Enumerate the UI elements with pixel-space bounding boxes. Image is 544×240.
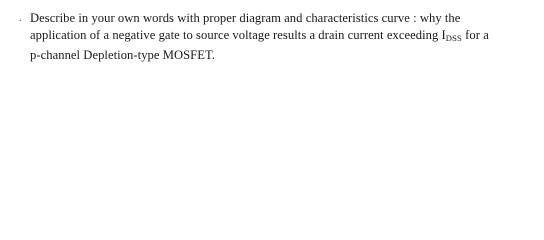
- question-line-3: p-channel Depletion-type MOSFET.: [30, 48, 215, 62]
- question-line-2: [30, 27, 538, 47]
- question-line-2-tail: for a: [461, 28, 489, 42]
- question-line-1: Describe in your own words with proper diagram and characteristics curve : why the: [30, 11, 461, 25]
- page: [0, 0, 544, 72]
- idss-subscript: DSS: [445, 33, 462, 43]
- bullet-mark: .: [19, 12, 22, 24]
- question-text: [30, 10, 538, 64]
- question-line-2-text: application of a negative gate to source voltage results a drain current exceeding I: [30, 28, 446, 42]
